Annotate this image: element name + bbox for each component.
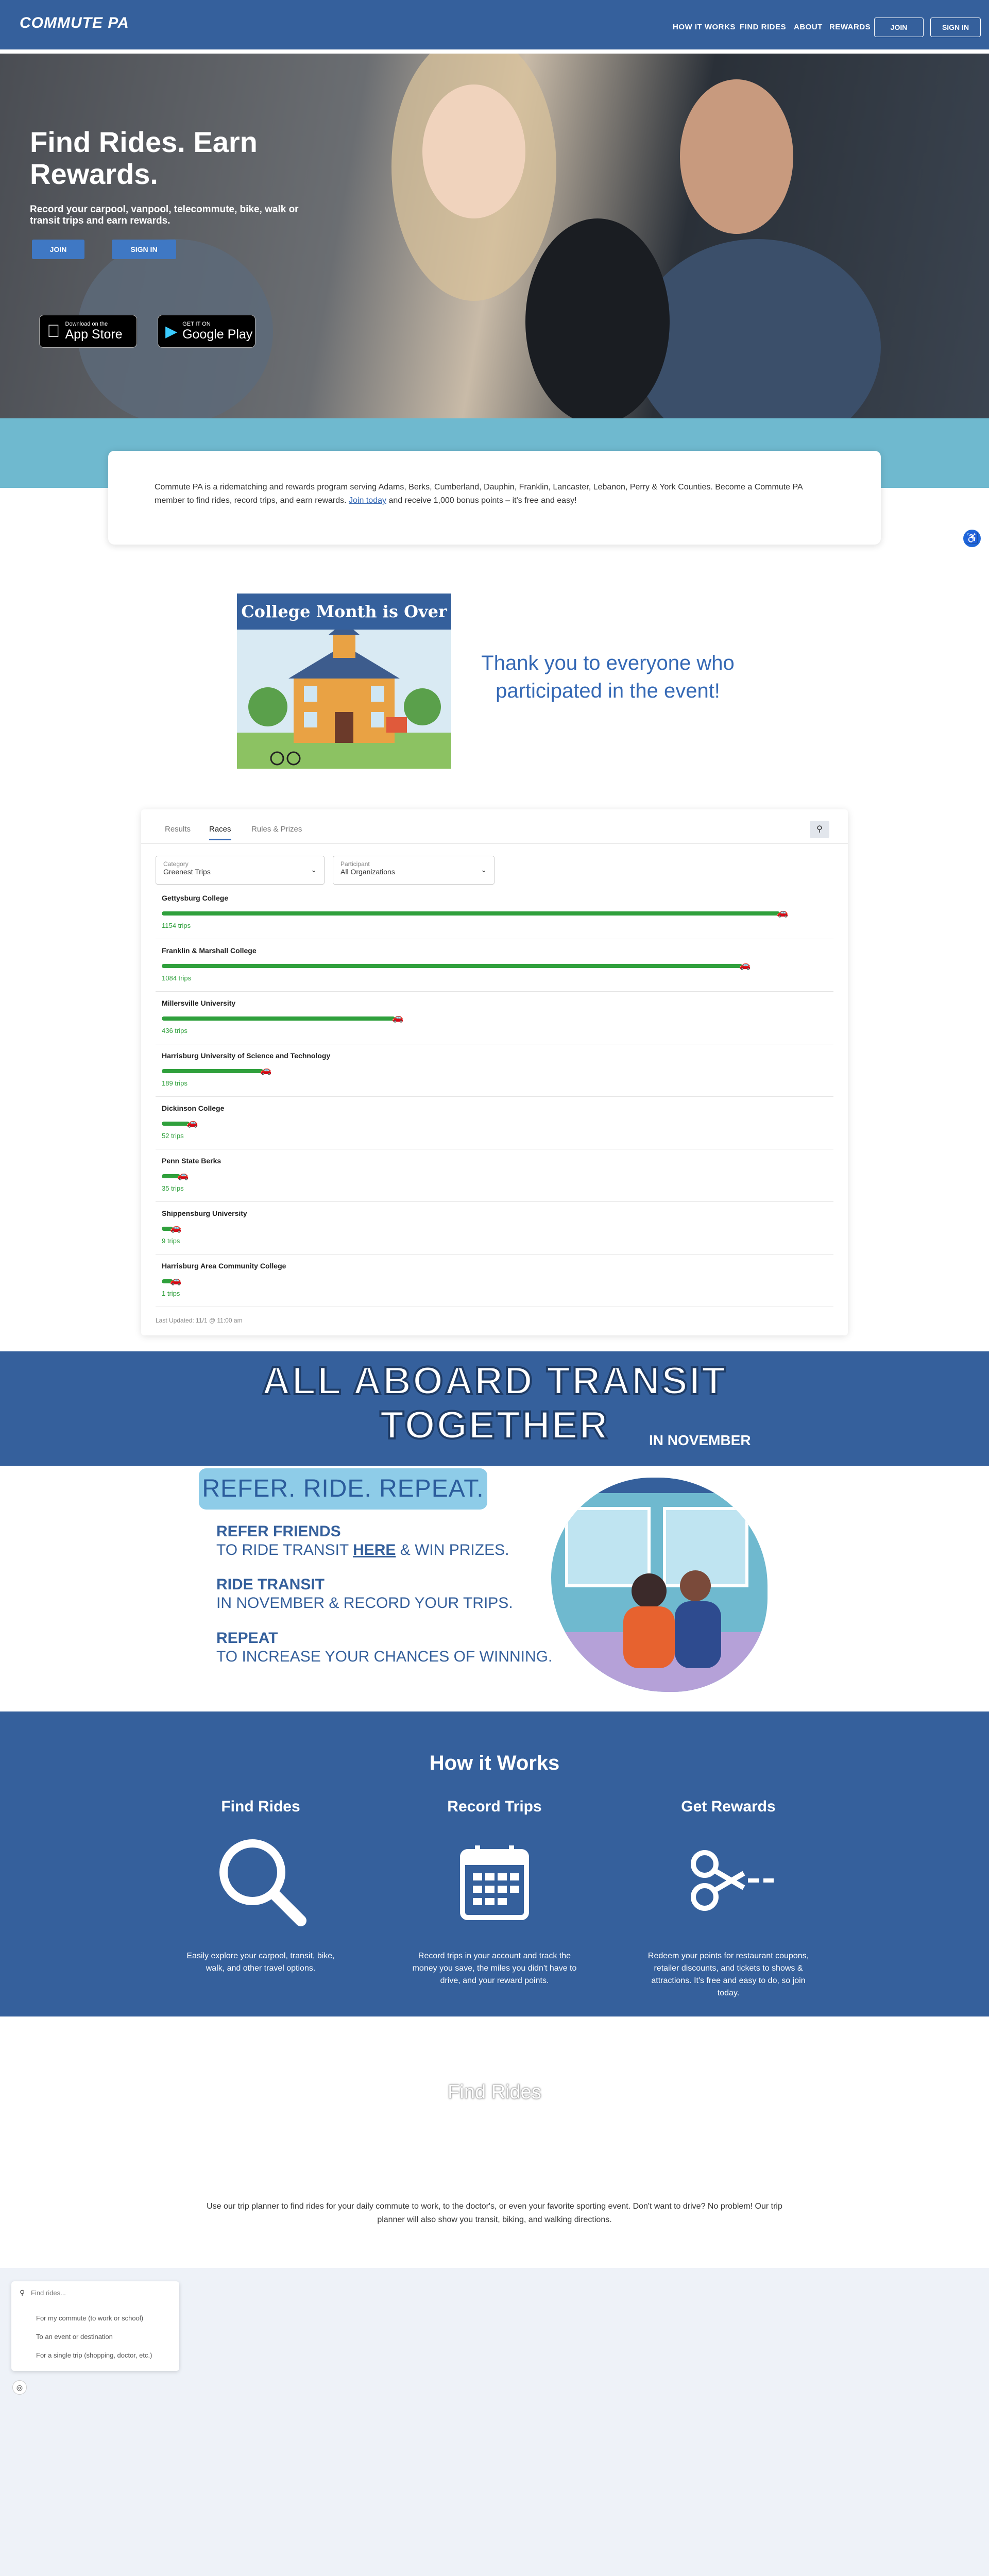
google-play-badge[interactable]: ▶ GET IT ON Google Play [158,315,255,348]
option-commute[interactable]: For my commute (to work or school) [36,2314,144,2322]
car-icon: 🚗 [739,960,751,970]
leaderboard-row [156,1044,833,1097]
app-store-badge[interactable]: Download on the App Store [39,315,137,348]
org-name: Millersville University [162,999,236,1007]
join-today-link[interactable]: Join today [349,496,386,505]
find-rides-title: Find Rides [448,2081,541,2103]
org-name: Gettysburg College [162,894,229,902]
trip-count: 436 trips [162,1027,187,1035]
calendar-icon [448,1834,541,1927]
leaderboard-row [156,887,833,939]
how-record-trips: Record Trips Record trips in your account and track the money you save, the miles you didn't have to drive, and your reward points. [412,1798,577,1985]
tab-rules-prizes[interactable]: Rules & Prizes [251,825,302,834]
option-event[interactable]: To an event or destination [36,2333,113,2341]
leaderboard-row [156,939,833,992]
magnifier-icon [214,1834,307,1927]
nav-how-it-works[interactable]: HOW IT WORKS [673,23,736,31]
trip-count: 52 trips [162,1132,184,1140]
participant-select[interactable]: Participant All Organizations ⌄ [333,856,494,885]
org-name: Penn State Berks [162,1157,221,1165]
org-name: Harrisburg Area Community College [162,1262,286,1270]
car-icon: 🚗 [170,1275,182,1285]
progress-bar [162,964,742,968]
search-icon[interactable]: ⚲ [810,821,829,838]
leaderboard-row [156,1255,833,1307]
how-get-rewards: Get Rewards Redeem your points for restaurant coupons, retailer discounts, and tickets to shows & attractions. It's free and easy to do, so join today. [647,1798,809,1997]
leaderboard-row [156,1149,833,1202]
commute-pa-logo[interactable]: COMMUTE PA [20,14,129,31]
progress-bar [162,1069,263,1073]
activity-stats [0,0,989,1]
trip-count: 9 trips [162,1237,180,1245]
hero-image [0,54,989,418]
play-icon: ▶ [165,323,178,340]
find-rides-description: Use our trip planner to find rides for your daily commute to work, to the doctor's, or even your favorite sporting event. Don't want to drive? No problem! Our trip planner will also show you transit, biking, and walking directions. [207,2202,782,2224]
car-icon: 🚗 [777,907,789,918]
hero-sign-in-button[interactable]: SIGN IN [112,240,176,259]
progress-bar [162,1122,190,1126]
how-it-works-title: How it Works [429,1752,560,1774]
leaderboard-row [156,1202,833,1255]
hero-subtitle: Record your carpool, vanpool, telecommute, bike, walk or transit trips and earn rewards. [30,204,299,226]
intro-card: Commute PA is a ridematching and rewards program serving Adams, Berks, Cumberland, Dauphin, Franklin, Lancaster, Lebanon, Perry & York Counties. Become a Commute PA member to find rides, record trips, and earn rewards. Join today and receive 1,000 bonus points – it's free and easy! [108,451,881,545]
trip-count: 1 trips [162,1290,180,1297]
tab-races[interactable]: Races [209,825,231,840]
org-name: Dickinson College [162,1104,225,1112]
join-button[interactable]: JOIN [874,18,924,37]
leaderboard-row [156,1097,833,1149]
locate-icon[interactable]: ◎ [12,2380,27,2395]
college-month-image [237,594,451,769]
leaderboard-list [141,887,848,1309]
refer-friends-block: REFER FRIENDS TO RIDE TRANSIT HERE & WIN PRIZES. [216,1523,509,1558]
car-icon: 🚗 [170,1223,182,1233]
car-icon: 🚗 [392,1012,404,1023]
org-name: Franklin & Marshall College [162,946,257,955]
thanks-message: Thank you to everyone who participated in the event! [481,652,735,702]
org-name: Harrisburg University of Science and Technology [162,1052,331,1060]
option-single-trip[interactable]: For a single trip (shopping, doctor, etc.) [36,2351,152,2359]
trip-count: 35 trips [162,1184,184,1192]
nav-about[interactable]: ABOUT [794,23,823,31]
category-select[interactable]: Category Greenest Trips ⌄ [156,856,325,885]
car-icon: 🚗 [186,1117,198,1128]
nav-find-rides[interactable]: FIND RIDES [740,23,787,31]
leaderboard-card [141,809,848,1335]
accessibility-icon[interactable]: ♿ [963,530,981,547]
org-name: Shippensburg University [162,1209,247,1217]
find-rides-input[interactable] [31,2286,170,2299]
car-icon: 🚗 [177,1170,189,1180]
college-month-banner: College Month is Over [237,594,451,630]
coupon-scissors-icon [682,1834,775,1927]
ride-transit-block: RIDE TRANSIT IN NOVEMBER & RECORD YOUR TRIPS. [216,1576,513,1612]
chevron-down-icon: ⌄ [311,866,317,874]
hero-title: Find Rides. Earn Rewards. [30,126,258,190]
school-building-illustration [237,630,451,769]
trip-count: 1084 trips [162,974,192,982]
hero-join-button[interactable]: JOIN [32,240,84,259]
chevron-down-icon: ⌄ [481,866,487,874]
how-find-rides: Find Rides Easily explore your carpool, transit, bike, walk, and other travel options. [186,1798,335,1973]
in-november-label: IN NOVEMBER [649,1432,751,1448]
progress-bar [162,911,780,916]
trip-count: 189 trips [162,1079,187,1087]
last-updated: Last Updated: 11/1 @ 11:00 am [156,1317,243,1324]
repeat-block: REPEAT TO INCREASE YOUR CHANCES OF WINNING. [216,1630,553,1665]
trip-count: 1154 trips [162,922,191,929]
progress-bar [162,1016,395,1021]
car-icon: 🚗 [260,1065,272,1075]
sign-in-button[interactable]: SIGN IN [930,18,981,37]
refer-here-link[interactable]: HERE [353,1541,396,1558]
transit-title: ALL ABOARD TRANSIT TOGETHER [262,1359,727,1447]
apple-icon [47,321,60,342]
tab-results[interactable]: Results [165,825,191,834]
trip-planner-box [11,2281,179,2371]
leaderboard-row [156,992,833,1044]
refer-ride-repeat-tagline: REFER. RIDE. REPEAT. [199,1468,487,1510]
search-icon: ⚲ [20,2289,25,2297]
tabs-divider [141,843,848,844]
nav-rewards[interactable]: REWARDS [829,23,871,31]
